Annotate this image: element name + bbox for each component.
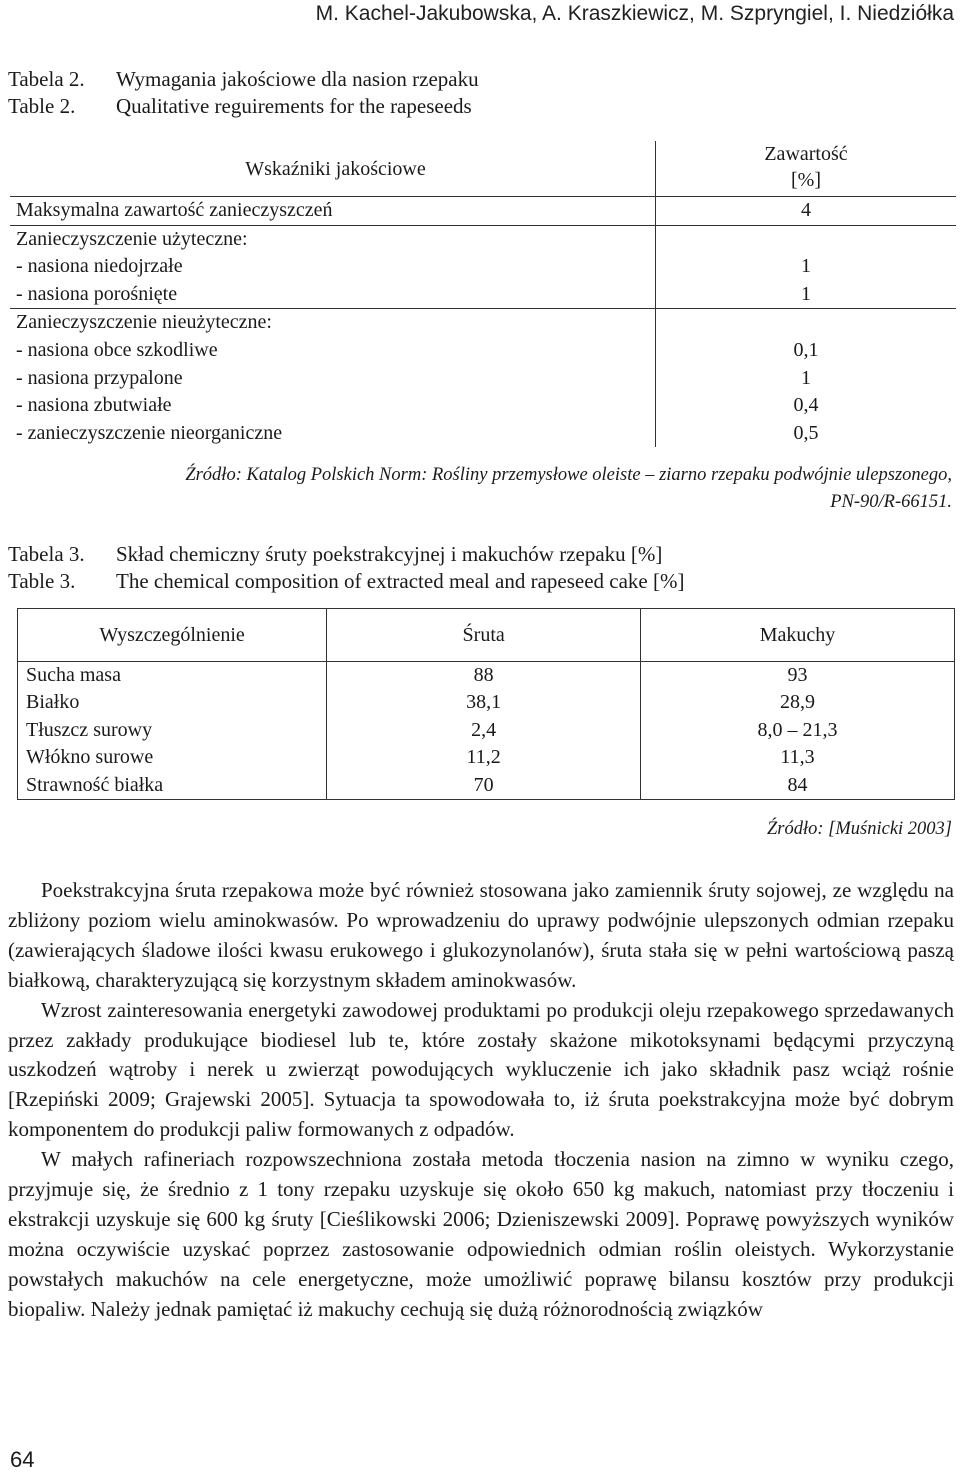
table3-col-meal: Śruta <box>327 609 641 662</box>
table3-row-name: Strawność białka <box>18 772 327 800</box>
table2 <box>10 141 956 447</box>
table2-row-value <box>656 309 957 337</box>
paragraph: Poekstrakcyjna śruta rzepakowa może być również stosowana jako zamiennik śruty sojowej, ze względu na zbliżony poziom wielu aminokwasów. Po wprowadzeniu do uprawy podwójnie ulepszonych odmian rzepaku (zawierających śladowe ilości kwasu erukowego i glukozynolanów), śruta stała się w pełni wartościową paszą białkową, charakteryzującą się korzystnym składem aminokwasów. <box>8 878 954 992</box>
table3-row-name: Tłuszcz surowy <box>18 717 327 744</box>
table-row <box>18 744 955 771</box>
table2-row-name: - nasiona obce szkodliwe <box>16 338 218 361</box>
table2-row-value: 1 <box>656 365 957 393</box>
table2-row-value: 1 <box>656 253 957 281</box>
table2-col-content-2: [%] <box>791 169 821 191</box>
table2-row-name: - zanieczyszczenie nieorganiczne <box>16 421 283 444</box>
table3-row-cake: 93 <box>641 662 955 690</box>
table3-row-meal: 70 <box>327 772 641 800</box>
table2-label-en: Table 2. <box>8 94 76 118</box>
table3-row-name: Sucha masa <box>18 662 327 690</box>
table3 <box>17 608 955 800</box>
table2-row-name: - nasiona niedojrzałe <box>16 255 183 278</box>
table3-title-en: The chemical composition of extracted meal and rapeseed cake [%] <box>116 569 685 593</box>
table3-source: Źródło: [Muśnicki 2003] <box>767 819 952 839</box>
table2-row-value <box>656 225 957 253</box>
table2-label-pl: Tabela 2. <box>8 67 85 91</box>
table2-col-content-1: Zawartość <box>764 143 848 165</box>
table2-col-content <box>656 141 957 197</box>
table-row <box>10 337 956 365</box>
table3-label-en: Table 3. <box>8 569 76 593</box>
table2-source-line1: Źródło: Katalog Polskich Norm: Rośliny przemysłowe oleiste – ziarno rzepaku podwójnie ulepszonego, <box>185 465 952 485</box>
table3-row-meal: 88 <box>327 662 641 690</box>
table-row <box>10 365 956 393</box>
table-row <box>10 225 956 253</box>
table3-row-cake: 28,9 <box>641 689 955 716</box>
table3-title-pl: Skład chemiczny śruty poekstrakcyjnej i makuchów rzepaku [%] <box>116 542 663 566</box>
body-text <box>8 876 954 1325</box>
table3-caption <box>8 541 684 595</box>
table-row <box>10 281 956 309</box>
table3-col-cake: Makuchy <box>641 609 955 662</box>
table-row <box>18 662 955 690</box>
table3-row-meal: 11,2 <box>327 744 641 771</box>
table-row <box>18 717 955 744</box>
table3-row-cake: 84 <box>641 772 955 800</box>
table2-title-en: Qualitative reguirements for the rapeseeds <box>116 94 472 118</box>
table3-row-name: Białko <box>18 689 327 716</box>
table3-label-pl: Tabela 3. <box>8 542 85 566</box>
table-row <box>10 392 956 420</box>
table3-row-name: Włókno surowe <box>18 744 327 771</box>
table2-row-value: 0,4 <box>656 392 957 420</box>
table-row <box>10 420 956 448</box>
page-number: 64 <box>10 1447 35 1472</box>
table2-caption <box>8 66 479 120</box>
table3-row-cake: 11,3 <box>641 744 955 771</box>
table2-row-name: Zanieczyszczenie nieużyteczne: <box>10 309 656 337</box>
table2-title-pl: Wymagania jakościowe dla nasion rzepaku <box>116 67 479 91</box>
table3-row-meal: 38,1 <box>327 689 641 716</box>
table2-row-name: - nasiona przypalone <box>16 366 183 389</box>
paragraph: Wzrost zainteresowania energetyki zawodowej produktami po produkcji oleju rzepakowego sprzedawanych przez zakłady produkujące biodiesel lub te, które zostały skażone mikotoksynami będącymi przyczyną uszkodzeń wątroby i nerek u zwierząt powodujących wykluczenie ich jako składnik pasz wciąż rośnie [Rzepiński 2009; Grajewski 2005]. Sytuacja ta spowodowała to, iż śruta poekstrakcyjna może być dobrym komponentem do produkcji paliw formowanych z odpadów. <box>8 997 954 1142</box>
table2-col-indicator: Wskaźniki jakościowe <box>245 157 426 180</box>
table-row <box>18 772 955 800</box>
table3-row-cake: 8,0 – 21,3 <box>641 717 955 744</box>
table2-row-name: - nasiona porośnięte <box>16 282 178 305</box>
table2-row-value: 0,5 <box>656 420 957 448</box>
paragraph: W małych rafineriach rozpowszechniona została metoda tłoczenia nasion na zimno w wyniku czego, przyjmuje się, że średnio z 1 tony rzepaku uzyskuje się około 650 kg makuch, natomiast przy tłoczeniu i ekstrakcji uzyskuje się 600 kg śruty [Cieślikowski 2006; Dzieniszewski 2009]. Poprawę powyższych wyników można oczywiście uzyskać poprzez zastosowanie odpowiednich odmian roślin oleistych. Wykorzystanie powstałych makuchów na cele energetyczne, może umożliwić poprawę bilansu kosztów przy produkcji biopaliw. Należy jednak pamiętać iż makuchy cechują się dużą różnorodnością związków <box>8 1147 954 1321</box>
table2-row-name: - nasiona zbutwiałe <box>16 394 172 417</box>
table3-row-meal: 2,4 <box>327 717 641 744</box>
running-header: M. Kachel-Jakubowska, A. Kraszkiewicz, M. Szpryngiel, I. Niedziółka <box>315 2 954 25</box>
table3-col-item: Wyszczególnienie <box>18 609 327 662</box>
table2-row-value: 1 <box>656 281 957 309</box>
table-row <box>10 253 956 281</box>
table2-row-value: 0,1 <box>656 337 957 365</box>
table2-row-name: Zanieczyszczenie użyteczne: <box>10 225 656 253</box>
table-row <box>10 197 956 226</box>
table2-source-line2: PN-90/R-66151. <box>830 492 952 512</box>
table-row <box>10 309 956 337</box>
table2-source <box>7 462 952 516</box>
table2-row-name: Maksymalna zawartość zanieczyszczeń <box>10 197 656 226</box>
table2-row-value: 4 <box>656 197 957 226</box>
table-row <box>18 689 955 716</box>
